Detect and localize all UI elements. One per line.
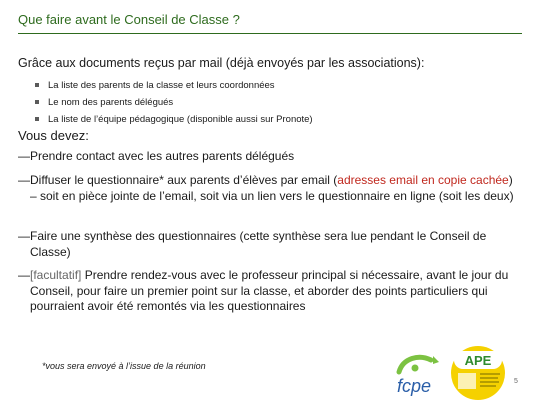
task-text: Diffuser le questionnaire* aux parents d’élèves par email ( (30, 173, 338, 187)
list-item: La liste des parents de la classe et leurs coordonnées (34, 77, 313, 94)
dash-marker: — (18, 229, 30, 243)
list-item: Le nom des parents délégués (34, 94, 313, 111)
slide-title: Que faire avant le Conseil de Classe ? (18, 12, 240, 27)
task-item (18, 173, 518, 204)
dash-marker: — (18, 268, 30, 282)
task-text: Prendre contact avec les autres parents délégués (30, 149, 295, 163)
list-item: La liste de l’équipe pédagogique (disponible aussi sur Pronote) (34, 111, 313, 128)
fcpe-logo (393, 352, 445, 396)
fcpe-wordmark: fcpe (397, 376, 432, 396)
dash-marker: — (18, 149, 30, 163)
task-item (18, 229, 518, 260)
task-text: ) – soit en pièce jointe de l’email, soit via un lien vers le questionnaire en ligne (soit les deux) (30, 173, 514, 203)
optional-tag: [facultatif] (30, 268, 82, 282)
task-item (18, 268, 518, 315)
ape-wordmark: APE (464, 353, 492, 368)
task-text: Faire une synthèse des questionnaires (cette synthèse sera lue pendant le Conseil de Classe) (30, 229, 487, 259)
document-list (34, 77, 313, 128)
section-heading: Vous devez: (18, 128, 89, 143)
dash-marker: — (18, 173, 30, 187)
ape-logo (450, 345, 506, 401)
footnote: *vous sera envoyé à l’issue de la réunion (42, 361, 206, 371)
highlight-text: adresses email en copie cachée (337, 173, 509, 187)
intro-text: Grâce aux documents reçus par mail (déjà envoyés par les associations): (18, 56, 425, 70)
page-number: 5 (514, 378, 518, 385)
title-divider (18, 33, 522, 34)
task-item (18, 149, 518, 165)
task-text: Prendre rendez-vous avec le professeur principal si nécessaire, avant le jour du Conseil, pour faire un premier point sur la classe, et aborder des points particuliers qui pourraient avoir été remontés via les questionnaires (30, 268, 509, 313)
